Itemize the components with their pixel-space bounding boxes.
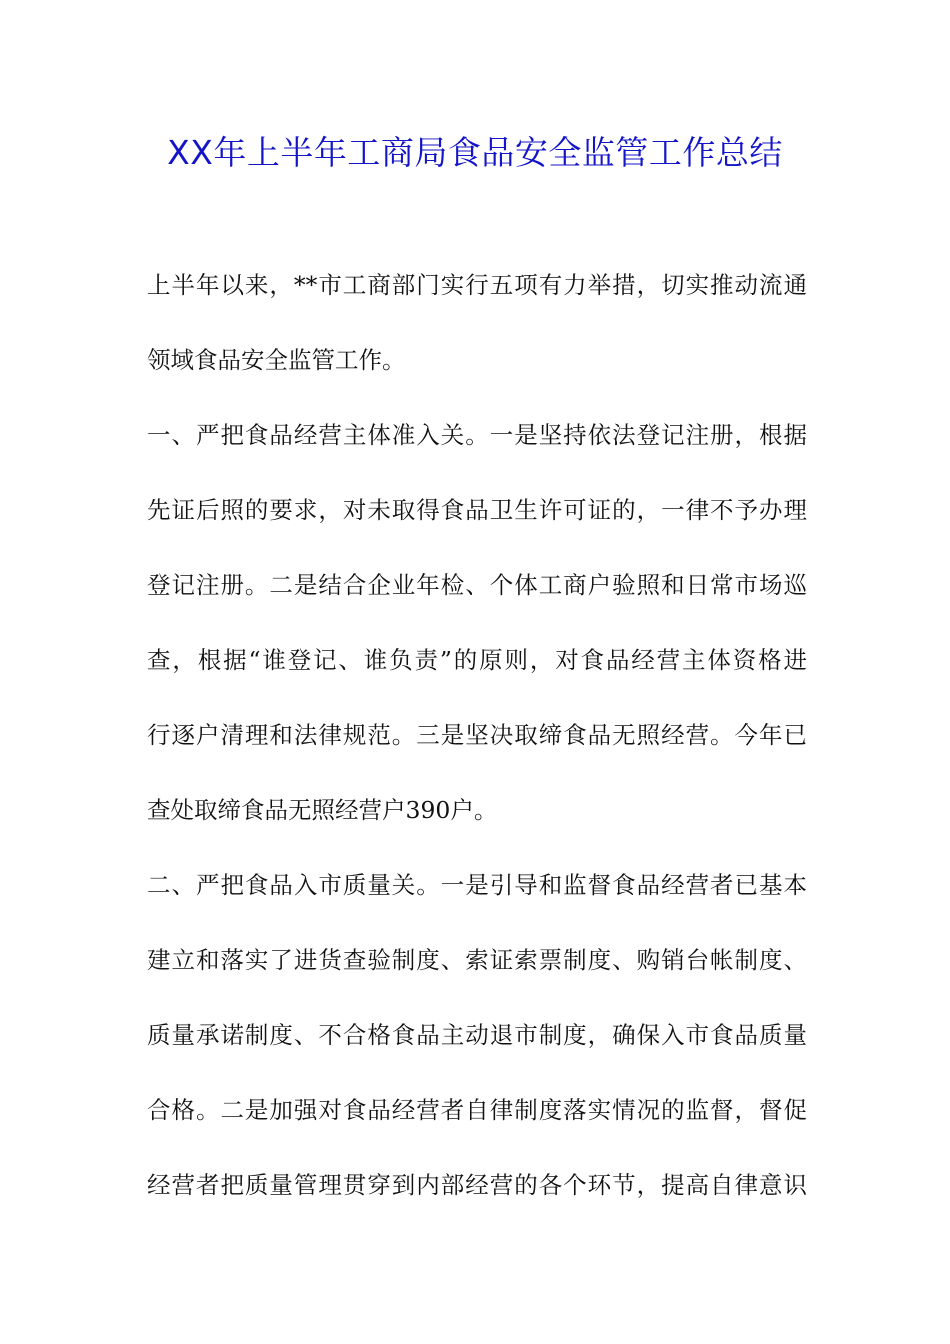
body-line: 上半年以来，**市工商部门实行五项有力举措，切实推动流通 xyxy=(147,271,807,299)
body-line: 质量承诺制度、不合格食品主动退市制度，确保入市食品质量 xyxy=(147,1021,807,1049)
body-line: 查处取缔食品无照经营户390户。 xyxy=(147,796,498,824)
body-line: 查，根据“谁登记、谁负责”的原则，对食品经营主体资格进 xyxy=(147,646,807,674)
body-line: 合格。二是加强对食品经营者自律制度落实情况的监督，督促 xyxy=(147,1096,807,1124)
body-line: 先证后照的要求，对未取得食品卫生许可证的，一律不予办理 xyxy=(147,496,807,524)
body-line: 一、严把食品经营主体准入关。一是坚持依法登记注册，根据 xyxy=(147,421,807,449)
body-line: 登记注册。二是结合企业年检、个体工商户验照和日常市场巡 xyxy=(147,571,807,599)
body-line: 行逐户清理和法律规范。三是坚决取缔食品无照经营。今年已 xyxy=(147,721,807,749)
body-line: 经营者把质量管理贯穿到内部经营的各个环节，提高自律意识 xyxy=(147,1171,807,1199)
document-title: XX年上半年工商局食品安全监管工作总结 xyxy=(167,133,783,172)
body-line: 建立和落实了进货查验制度、索证索票制度、购销台帐制度、 xyxy=(147,946,807,974)
body-line: 二、严把食品入市质量关。一是引导和监督食品经营者已基本 xyxy=(147,871,807,899)
body-line: 领域食品安全监管工作。 xyxy=(147,346,406,374)
